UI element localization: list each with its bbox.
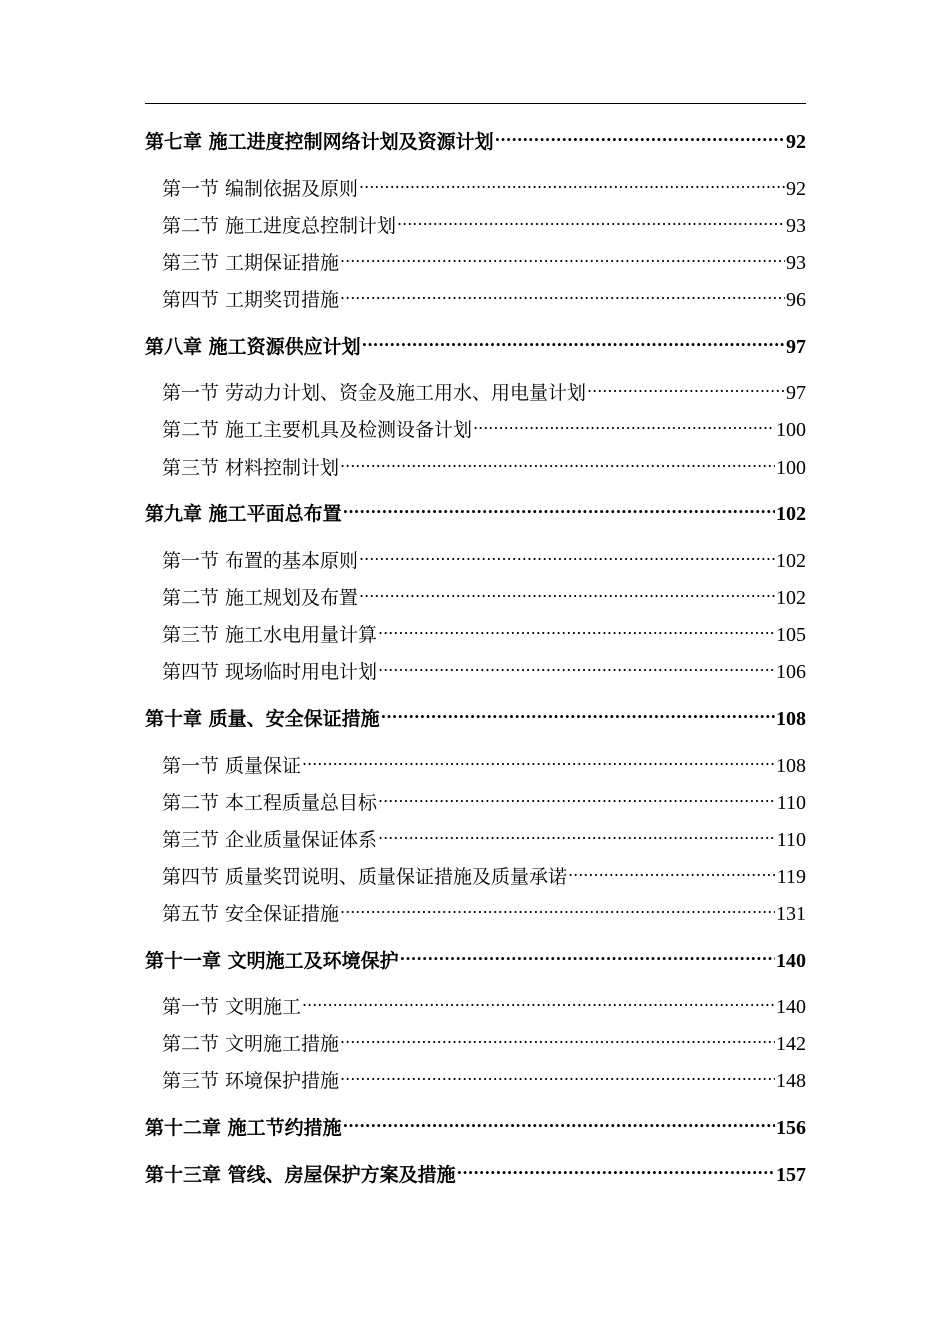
toc-entry-title: 第十一章 文明施工及环境保护 [145, 950, 399, 972]
toc-entry-title: 第三节 企业质量保证体系 [162, 829, 378, 851]
toc-chapter-7[interactable] [145, 124, 806, 153]
dot-leader [340, 450, 775, 474]
dot-leader [340, 1063, 775, 1087]
toc-section[interactable] [145, 580, 806, 609]
toc-entry-title: 第二节 文明施工措施 [162, 1033, 340, 1055]
toc-entry-page: 102 [776, 587, 806, 609]
dot-leader [340, 282, 785, 306]
toc-entry-page: 97 [786, 382, 806, 404]
dot-leader [378, 617, 775, 641]
toc-entry-page: 110 [776, 792, 806, 814]
toc-entry-title: 第十三章 管线、房屋保护方案及措施 [145, 1164, 456, 1186]
toc-entry-title: 第一节 布置的基本原则 [162, 550, 359, 572]
toc-entry-page: 96 [786, 289, 806, 311]
toc-entry-page: 105 [776, 624, 806, 646]
toc-entry-title: 第一节 文明施工 [162, 996, 302, 1018]
toc-entry-page: 92 [786, 131, 806, 153]
toc-entry-title: 第十章 质量、安全保证措施 [145, 708, 380, 730]
dot-leader [568, 859, 776, 883]
toc-entry-title: 第一节 质量保证 [162, 755, 302, 777]
toc-entry-page: 102 [776, 550, 806, 572]
toc-section[interactable] [145, 822, 806, 851]
toc-section[interactable] [145, 1063, 806, 1092]
toc-entry-title: 第一节 劳动力计划、资金及施工用水、用电量计划 [162, 382, 587, 404]
toc-entry-page: 157 [776, 1164, 806, 1186]
dot-leader [359, 580, 775, 604]
toc-entry-title: 第四节 现场临时用电计划 [162, 661, 378, 683]
toc-entry-page: 156 [776, 1117, 806, 1139]
toc-entry-page: 142 [776, 1033, 806, 1055]
toc-section[interactable] [145, 748, 806, 777]
toc-entry-page: 140 [776, 950, 806, 972]
toc-entry-title: 第二节 施工规划及布置 [162, 587, 359, 609]
toc-entry-title: 第二节 施工进度总控制计划 [162, 215, 397, 237]
toc-entry-title: 第四节 质量奖罚说明、质量保证措施及质量承诺 [162, 866, 568, 888]
toc-section[interactable] [145, 543, 806, 572]
toc-chapter-13[interactable] [145, 1157, 806, 1186]
dot-leader [397, 208, 785, 232]
toc-section[interactable] [145, 989, 806, 1018]
toc-entry-page: 108 [776, 755, 806, 777]
toc-chapter-10[interactable] [145, 701, 806, 730]
dot-leader [457, 1157, 775, 1181]
dot-leader [381, 701, 775, 725]
toc-section[interactable] [145, 1026, 806, 1055]
toc-entry-page: 140 [776, 996, 806, 1018]
dot-leader [378, 654, 775, 678]
dot-leader [302, 748, 775, 772]
toc-section[interactable] [145, 617, 806, 646]
toc-entry-page: 100 [776, 457, 806, 479]
toc-entry-title: 第十二章 施工节约措施 [145, 1117, 342, 1139]
toc-section[interactable] [145, 208, 806, 237]
toc-entry-title: 第三节 施工水电用量计算 [162, 624, 378, 646]
toc-entry-title: 第二节 施工主要机具及检测设备计划 [162, 419, 473, 441]
toc-chapter-11[interactable] [145, 943, 806, 972]
toc-section[interactable] [145, 450, 806, 479]
dot-leader [495, 124, 785, 148]
dot-leader [343, 496, 775, 520]
dot-leader [400, 943, 775, 967]
dot-leader [359, 543, 775, 567]
dot-leader [378, 785, 776, 809]
toc-section[interactable] [145, 785, 806, 814]
dot-leader [587, 375, 785, 399]
toc-section[interactable] [145, 171, 806, 200]
toc-section[interactable] [145, 375, 806, 404]
toc-entry-page: 106 [776, 661, 806, 683]
toc-entry-title: 第三节 材料控制计划 [162, 457, 340, 479]
toc-entry-page: 131 [776, 903, 806, 925]
toc-entry-page: 110 [776, 829, 806, 851]
toc-chapter-12[interactable] [145, 1110, 806, 1139]
toc-entry-title: 第七章 施工进度控制网络计划及资源计划 [145, 131, 494, 153]
toc-entry-page: 148 [776, 1070, 806, 1092]
toc-entry-title: 第二节 本工程质量总目标 [162, 792, 378, 814]
toc-section[interactable] [145, 412, 806, 441]
toc-chapter-9[interactable] [145, 496, 806, 525]
toc-entry-page: 92 [786, 178, 806, 200]
dot-leader [302, 989, 775, 1013]
toc-section[interactable] [145, 896, 806, 925]
toc-entry-title: 第三节 工期保证措施 [162, 252, 340, 274]
toc-section[interactable] [145, 245, 806, 274]
toc-entry-page: 119 [776, 866, 806, 888]
toc-entry-title: 第九章 施工平面总布置 [145, 503, 342, 525]
toc-entry-page: 102 [776, 503, 806, 525]
dot-leader [340, 245, 785, 269]
toc-chapter-8[interactable] [145, 329, 806, 358]
toc-entry-title: 第八章 施工资源供应计划 [145, 336, 361, 358]
toc-section[interactable] [145, 859, 806, 888]
dot-leader [343, 1110, 775, 1134]
toc-entry-page: 93 [786, 252, 806, 274]
toc-section[interactable] [145, 654, 806, 683]
dot-leader [340, 1026, 775, 1050]
dot-leader [473, 412, 775, 436]
toc-entry-title: 第四节 工期奖罚措施 [162, 289, 340, 311]
toc-entry-title: 第五节 安全保证措施 [162, 903, 340, 925]
toc-entry-page: 100 [776, 419, 806, 441]
dot-leader [362, 329, 785, 353]
toc-entry-page: 108 [776, 708, 806, 730]
dot-leader [340, 896, 775, 920]
toc-entry-title: 第三节 环境保护措施 [162, 1070, 340, 1092]
toc-entry-title: 第一节 编制依据及原则 [162, 178, 359, 200]
toc-entry-page: 97 [786, 336, 806, 358]
dot-leader [359, 171, 785, 195]
toc-entry-page: 93 [786, 215, 806, 237]
toc-section[interactable] [145, 282, 806, 311]
dot-leader [378, 822, 776, 846]
header-rule [145, 103, 806, 104]
